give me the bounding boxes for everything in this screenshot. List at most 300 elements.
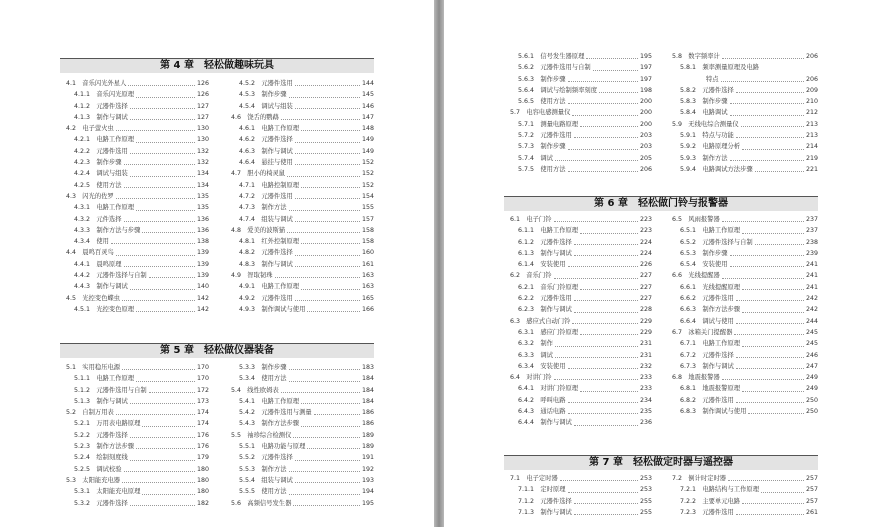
toc-entry-title: 4.6.2 元器件选择 [239, 136, 293, 144]
toc-entry-title: 4.5.4 调试与组装 [239, 102, 293, 110]
toc-page-number: 214 [805, 143, 818, 151]
toc-subsection-entry [66, 236, 209, 247]
toc-subsection-entry [66, 214, 209, 225]
toc-section-entry [510, 316, 652, 327]
toc-subsection-entry [231, 191, 374, 202]
toc-subsection-entry [231, 134, 374, 145]
toc-entry-title: 4.2.4 调试与组装 [74, 170, 128, 178]
toc-page-number: 192 [361, 465, 374, 473]
toc-leader-dots [116, 414, 195, 415]
toc-leader-dots [728, 480, 804, 481]
toc-subsection-entry [672, 361, 818, 372]
toc-subsection-entry [231, 464, 374, 475]
chapter-6-heading: 第 6 章 轻松做门铃与报警器 [504, 196, 818, 211]
toc-page-number: 227 [639, 295, 652, 303]
toc-entry-title: 5.2.5 调试校验 [74, 465, 122, 473]
toc-section-entry [231, 385, 374, 396]
toc-section-entry [231, 498, 374, 509]
toc-leader-dots [295, 460, 360, 461]
toc-entry-title: 5.2 自制万用表 [66, 409, 114, 417]
toc-entry-title: 6.7 冰箱关门提醒器 [672, 328, 733, 336]
toc-section-entry [66, 247, 209, 258]
toc-entry-title: 5.4.3 制作方法步骤 [239, 420, 300, 428]
toc-leader-dots [730, 255, 804, 256]
toc-subsection-entry [66, 112, 209, 123]
toc-leader-dots [572, 323, 638, 324]
toc-entry-title: 5.6.3 制作步骤 [518, 75, 566, 83]
toc-page-number: 173 [196, 397, 209, 405]
book-gutter [434, 0, 444, 527]
toc-entry-title: 6.3.3 调试 [518, 351, 553, 359]
toc-entry-title: 4.2.5 使用方法 [74, 181, 122, 189]
toc-entry-title: 5.9 无线电综合测量仪 [672, 120, 739, 128]
toc-entry-title: 6.5.2 元器件选择与自制 [680, 238, 753, 246]
toc-leader-dots [136, 142, 195, 143]
toc-section-entry [510, 473, 652, 484]
toc-entry-title: 5.8 数字频率计 [672, 53, 720, 60]
toc-leader-dots [568, 402, 638, 403]
toc-leader-dots [295, 198, 360, 199]
toc-leader-dots [554, 379, 638, 380]
toc-page-number: 174 [196, 409, 209, 417]
toc-leader-dots [722, 221, 804, 222]
toc-entry-title: 5.7.1 测量电路原理 [518, 120, 579, 128]
toc-subsection-entry [231, 452, 374, 463]
toc-subsection-entry [231, 101, 374, 112]
toc-leader-dots [574, 503, 638, 504]
toc-subsection-entry [672, 282, 818, 293]
toc-leader-dots [295, 142, 360, 143]
toc-page-number: 203 [639, 143, 652, 151]
toc-entry-title: 6.3 感应式自动门铃 [510, 317, 571, 325]
toc-page-number: 212 [805, 109, 818, 117]
toc-leader-dots [568, 81, 638, 82]
toc-page-number: 226 [639, 261, 652, 269]
toc-subsection-entry [66, 270, 209, 281]
toc-entry-title: 7.1.2 元器件选择 [518, 497, 572, 505]
toc-page-number: 126 [196, 91, 209, 99]
toc-leader-dots [580, 391, 638, 392]
toc-entry-title: 6.2.1 音乐门铃原理 [518, 283, 579, 291]
toc-subsection-entry [231, 78, 374, 89]
toc-subsection-entry [66, 259, 209, 270]
toc-leader-dots [580, 334, 638, 335]
toc-entry-title: 5.5 袖珍综合检测仪 [231, 431, 292, 439]
toc-entry-title: 7.2 倒计时定时器 [672, 475, 727, 482]
toc-entry-title: 4.7 胆小的椅灵鼠 [231, 170, 286, 178]
toc-entry-title: 6.2 音乐门铃 [510, 272, 552, 280]
toc-entry-title: 4.6 饶舌的鹦鹉 [231, 113, 279, 121]
toc-subsection-entry [66, 418, 209, 429]
toc-subsection-entry [672, 507, 818, 518]
toc-leader-dots [554, 278, 638, 279]
toc-section-entry [231, 225, 374, 236]
toc-entry-title: 5.6.1 信号发生器原理 [518, 53, 585, 60]
toc-page-number: 235 [639, 408, 652, 416]
toc-subsection-entry [672, 406, 818, 417]
toc-entry-title: 6.6.1 光线提醒原理 [680, 283, 741, 291]
toc-entry-title: 5.8.4 电路调试 [680, 109, 728, 117]
toc-subsection-entry [231, 157, 374, 168]
toc-page-number: 136 [196, 226, 209, 234]
toc-page-number: 180 [196, 476, 209, 484]
toc-leader-dots [289, 494, 360, 495]
toc-leader-dots [130, 437, 195, 438]
toc-entry-title: 5.3 太阳能充电器 [66, 476, 121, 484]
toc-entry-title: 6.8 地震报警器 [672, 374, 720, 382]
toc-leader-dots [736, 402, 804, 403]
toc-section-entry [672, 119, 818, 130]
toc-entry-title: 6.5.4 安装使用 [680, 261, 728, 269]
toc-subsection-entry [66, 168, 209, 179]
toc-leader-dots [295, 164, 360, 165]
toc-page-number: 158 [361, 226, 374, 234]
toc-subsection-entry [672, 237, 818, 248]
toc-page-number: 154 [361, 192, 374, 200]
toc-leader-dots [136, 448, 195, 449]
toc-page-number: 229 [639, 317, 652, 325]
toc-subsection-entry [510, 164, 652, 175]
toc-leader-dots [742, 503, 804, 504]
toc-subsection-entry [66, 385, 209, 396]
toc-entry-title: 4.7.1 电路控制原理 [239, 181, 300, 189]
toc-leader-dots [124, 266, 195, 267]
toc-subsection-entry [231, 475, 374, 486]
toc-section-entry [672, 372, 818, 383]
toc-leader-dots [142, 494, 195, 495]
toc-page-number: 228 [639, 306, 652, 314]
toc-page-number: 236 [639, 419, 652, 427]
toc-page-number: 158 [361, 238, 374, 246]
toc-leader-dots [555, 346, 638, 347]
toc-page-number: 144 [361, 80, 374, 87]
toc-leader-dots [730, 103, 804, 104]
toc-leader-dots [741, 126, 804, 127]
toc-section-entry [66, 362, 209, 373]
toc-entry-title: 6.1.4 安装使用 [518, 261, 566, 269]
toc-subsection-entry [231, 281, 374, 292]
toc-subsection-entry [510, 259, 652, 270]
toc-leader-dots [736, 368, 804, 369]
toc-subsection-entry [672, 248, 818, 259]
toc-page-number: 184 [361, 386, 374, 394]
toc-page-number: 257 [805, 475, 818, 482]
toc-page-number: 249 [805, 374, 818, 382]
toc-page-number: 253 [639, 475, 652, 482]
toc-page-number: 245 [805, 340, 818, 348]
toc-entry-title: 5.7.2 元器件选用 [518, 132, 572, 140]
toc-entry-title: 7.2.3 元器件选用 [680, 508, 734, 516]
toc-leader-dots [574, 312, 638, 313]
toc-leader-dots [116, 255, 195, 256]
toc-page-number: 176 [196, 431, 209, 439]
toc-entry-title: 4.9.2 元器件选用 [239, 294, 293, 302]
toc-page-number: 148 [361, 125, 374, 133]
left-page [0, 0, 434, 527]
toc-leader-dots [295, 153, 360, 154]
toc-section-entry [510, 270, 652, 281]
toc-subsection-entry [672, 107, 818, 118]
toc-leader-dots [554, 221, 638, 222]
toc-entry-title: 5.4.2 元器件选用与测量 [239, 409, 312, 417]
chapter-5-heading: 第 5 章 轻松做仪器装备 [60, 343, 374, 358]
toc-page-number: 255 [639, 497, 652, 505]
toc-leader-dots [736, 137, 804, 138]
toc-page-number: 253 [639, 486, 652, 494]
toc-leader-dots [555, 357, 638, 358]
toc-section-entry [672, 270, 818, 281]
toc-page-number: 157 [361, 215, 374, 223]
toc-page-number: 127 [196, 102, 209, 110]
toc-entry-title: 5.1.1 电路工作原理 [74, 375, 135, 383]
toc-page-number: 170 [196, 364, 209, 371]
toc-page-number: 132 [196, 159, 209, 167]
toc-leader-dots [736, 300, 804, 301]
toc-leader-dots [307, 311, 360, 312]
toc-page-number: 244 [805, 317, 818, 325]
toc-page-number: 233 [639, 374, 652, 382]
toc-page-number: 200 [639, 109, 652, 117]
toc-subsection-entry [231, 259, 374, 270]
toc-page-number: 184 [361, 397, 374, 405]
toc-entry-title: 4.2 电子萤火虫 [66, 125, 114, 133]
toc-subsection-entry [672, 62, 818, 73]
toc-subsection-entry [672, 304, 818, 315]
toc-entry-title: 5.5.1 电路功能与原理 [239, 443, 306, 451]
toc-page-number: 223 [639, 227, 652, 235]
toc-entry-title: 4.4.3 制作与调试 [74, 283, 128, 291]
toc-leader-dots [142, 232, 195, 233]
toc-page-number: 238 [805, 238, 818, 246]
toc-entry-title: 4.6.4 悬挂与使用 [239, 159, 293, 167]
toc-subsection-entry [510, 383, 652, 394]
toc-section-entry [66, 407, 209, 418]
toc-leader-dots [122, 300, 195, 301]
toc-subsection-entry [231, 202, 374, 213]
toc-entry-title: 5.5.5 使用方法 [239, 488, 287, 496]
toc-leader-dots [555, 160, 638, 161]
toc-page-number: 224 [639, 238, 652, 246]
toc-page-number: 170 [196, 375, 209, 383]
toc-entry-title: 6.7.1 电路工作原理 [680, 340, 741, 348]
toc-entry-title: 4.7.2 元器件选用 [239, 192, 293, 200]
toc-subsection-entry [510, 496, 652, 507]
toc-page-number: 198 [639, 86, 652, 94]
toc-subsection-entry [66, 146, 209, 157]
toc-page-number: 232 [639, 362, 652, 370]
toc-leader-dots [301, 403, 360, 404]
right-page [444, 0, 880, 527]
toc-page-number: 163 [361, 272, 374, 280]
toc-entry-title: 5.6.4 调试与绘制频率刻度 [518, 86, 597, 94]
toc-leader-dots [599, 92, 638, 93]
toc-entry-title: 6.7.2 元器件选择 [680, 351, 734, 359]
toc-entry-title: 6.8.2 元器件选用 [680, 396, 734, 404]
toc-leader-dots [295, 221, 360, 222]
toc-page-number: 203 [639, 132, 652, 140]
toc-subsection-entry [510, 304, 652, 315]
toc-page-number: 172 [196, 386, 209, 394]
toc-entry-title: 6.8.3 制作调试与使用 [680, 408, 747, 416]
toc-subsection-entry [510, 225, 652, 236]
toc-page-number: 186 [361, 409, 374, 417]
toc-entry-title: 7.1.3 制作与调试 [518, 508, 572, 516]
toc-page-number: 160 [361, 249, 374, 257]
toc-entry-title: 5.3.1 太阳能充电原理 [74, 488, 141, 496]
toc-leader-dots [742, 233, 804, 234]
toc-entry-title: 6.2.3 制作与调试 [518, 306, 572, 314]
toc-subsection-entry [510, 62, 652, 73]
toc-page-number: 231 [639, 340, 652, 348]
toc-entry-title: 6.1.3 制作与调试 [518, 249, 572, 257]
toc-section-entry [672, 51, 818, 62]
toc-page-number: 132 [196, 147, 209, 155]
toc-subsection-entry [672, 383, 818, 394]
toc-subsection-entry [231, 247, 374, 258]
toc-leader-dots [122, 369, 195, 370]
toc-subsection-entry [231, 304, 374, 315]
toc-leader-dots [742, 346, 804, 347]
toc-page-number: 213 [805, 132, 818, 140]
toc-leader-dots [736, 357, 804, 358]
toc-section-entry [66, 293, 209, 304]
toc-leader-dots [295, 108, 360, 109]
toc-leader-dots [593, 70, 638, 71]
toc-entry-title: 6.7.3 制作与调试 [680, 362, 734, 370]
toc-page-number: 249 [805, 385, 818, 393]
toc-page-number: 229 [639, 328, 652, 336]
toc-entry-title: 5.6.5 使用方法 [518, 98, 566, 106]
toc-leader-dots [568, 149, 638, 150]
chapter-7-column-1 [510, 473, 652, 518]
toc-subsection-entry [231, 146, 374, 157]
toc-page-number: 255 [639, 508, 652, 516]
toc-entry-title: 6.4 对讲门铃 [510, 374, 552, 382]
toc-entry-title: 6.3.1 感应门铃原理 [518, 328, 579, 336]
toc-entry-title: 4.3.1 电路工作原理 [74, 204, 135, 212]
toc-entry-title: 5.9.1 特点与功能 [680, 132, 734, 140]
toc-leader-dots [580, 289, 638, 290]
toc-subsection-entry [510, 507, 652, 518]
toc-leader-dots [116, 130, 195, 131]
toc-subsection-entry [231, 293, 374, 304]
toc-entry-title: 4.6.3 制作与调试 [239, 147, 293, 155]
toc-leader-dots [568, 266, 638, 267]
toc-entry-title: 特点 [706, 75, 719, 83]
toc-leader-dots [136, 381, 195, 382]
toc-subsection-entry [231, 180, 374, 191]
toc-entry-title: 5.9.3 制作方法 [680, 154, 728, 162]
toc-entry-title: 6.2.2 元器件选用 [518, 295, 572, 303]
chapter-6-column-2 [672, 214, 818, 417]
toc-leader-dots [736, 92, 804, 93]
toc-subsection-entry [510, 96, 652, 107]
toc-subsection-entry [510, 282, 652, 293]
toc-page-number: 138 [196, 238, 209, 246]
toc-page-number: 205 [639, 154, 652, 162]
toc-subsection-entry [510, 237, 652, 248]
chapter-4-heading: 第 4 章 轻松做趣味玩具 [60, 58, 374, 73]
toc-page-number: 197 [639, 64, 652, 72]
toc-subsection-entry [66, 281, 209, 292]
toc-subsection-entry [510, 85, 652, 96]
toc-subsection-entry [66, 134, 209, 145]
toc-page-number: 134 [196, 170, 209, 178]
toc-entry-title: 6.6 光线提醒器 [672, 272, 720, 280]
toc-entry-title: 4.7.3 制作方法 [239, 204, 287, 212]
toc-page-number: 241 [805, 283, 818, 291]
chapter-5-continued-column-2 [672, 51, 818, 175]
toc-page-number: 242 [805, 306, 818, 314]
toc-entry-title: 5.6.2 元器件选用与自制 [518, 64, 591, 72]
chapter-5-column-1 [66, 362, 209, 509]
toc-subsection-entry [672, 395, 818, 406]
toc-leader-dots [574, 244, 638, 245]
toc-subsection-entry [510, 350, 652, 361]
toc-page-number: 241 [805, 261, 818, 269]
toc-entry-title: 4.2.3 制作步骤 [74, 159, 122, 167]
toc-page-number: 182 [196, 499, 209, 507]
toc-entry-title: 4.9.1 电路工作原理 [239, 283, 300, 291]
toc-page-number: 234 [639, 396, 652, 404]
toc-leader-dots [281, 392, 360, 393]
toc-leader-dots [761, 492, 804, 493]
toc-leader-dots [742, 289, 804, 290]
toc-leader-dots [122, 482, 195, 483]
chapter-5-continued-column-1 [510, 51, 652, 175]
toc-leader-dots [730, 115, 804, 116]
toc-entry-title: 5.3.4 使用方法 [239, 375, 287, 383]
toc-leader-dots [314, 414, 360, 415]
toc-subsection-entry [66, 498, 209, 509]
toc-page-number: 161 [361, 260, 374, 268]
toc-subsection-entry [66, 225, 209, 236]
toc-page-number: 126 [196, 80, 209, 87]
toc-entry-title: 7.2.2 主要单元电路 [680, 497, 741, 505]
toc-entry-title: 4.9 智取韧珠 [231, 272, 273, 280]
toc-page-number: 213 [805, 120, 818, 128]
toc-leader-dots [574, 137, 638, 138]
chapter-5-column-2 [231, 362, 374, 509]
toc-entry-title: 6.6.4 调试与使用 [680, 317, 734, 325]
chapter-7-heading: 第 7 章 轻松做定时器与遥控器 [504, 455, 818, 470]
toc-entry-title: 5.7.3 制作步骤 [518, 143, 566, 151]
toc-entry-title: 4.9.3 制作调试与使用 [239, 305, 306, 313]
toc-page-number: 142 [196, 294, 209, 302]
toc-subsection-entry [672, 225, 818, 236]
toc-page-number: 239 [805, 249, 818, 257]
toc-leader-dots [128, 85, 195, 86]
toc-page-number: 149 [361, 147, 374, 155]
toc-leader-dots [130, 108, 195, 109]
toc-leader-dots [130, 119, 195, 120]
toc-page-number: 250 [805, 408, 818, 416]
toc-entry-title: 5.1.3 制作与调试 [74, 397, 128, 405]
toc-page-number: 146 [361, 102, 374, 110]
toc-leader-dots [281, 119, 360, 120]
toc-section-entry [66, 191, 209, 202]
toc-leader-dots [568, 413, 638, 414]
toc-subsection-entry [672, 96, 818, 107]
toc-page-number: 142 [196, 305, 209, 313]
toc-entry-title: 4.5.2 元器件选用 [239, 80, 293, 87]
toc-page-number: 145 [361, 91, 374, 99]
toc-entry-title: 6.5.1 电路工作原理 [680, 227, 741, 235]
toc-page-number: 183 [361, 364, 374, 371]
toc-entry-title: 5.8.1 频率测量原理及电路 [680, 64, 759, 72]
toc-page-number: 245 [805, 328, 818, 336]
toc-entry-title: 4.3.2 元件选择 [74, 215, 122, 223]
